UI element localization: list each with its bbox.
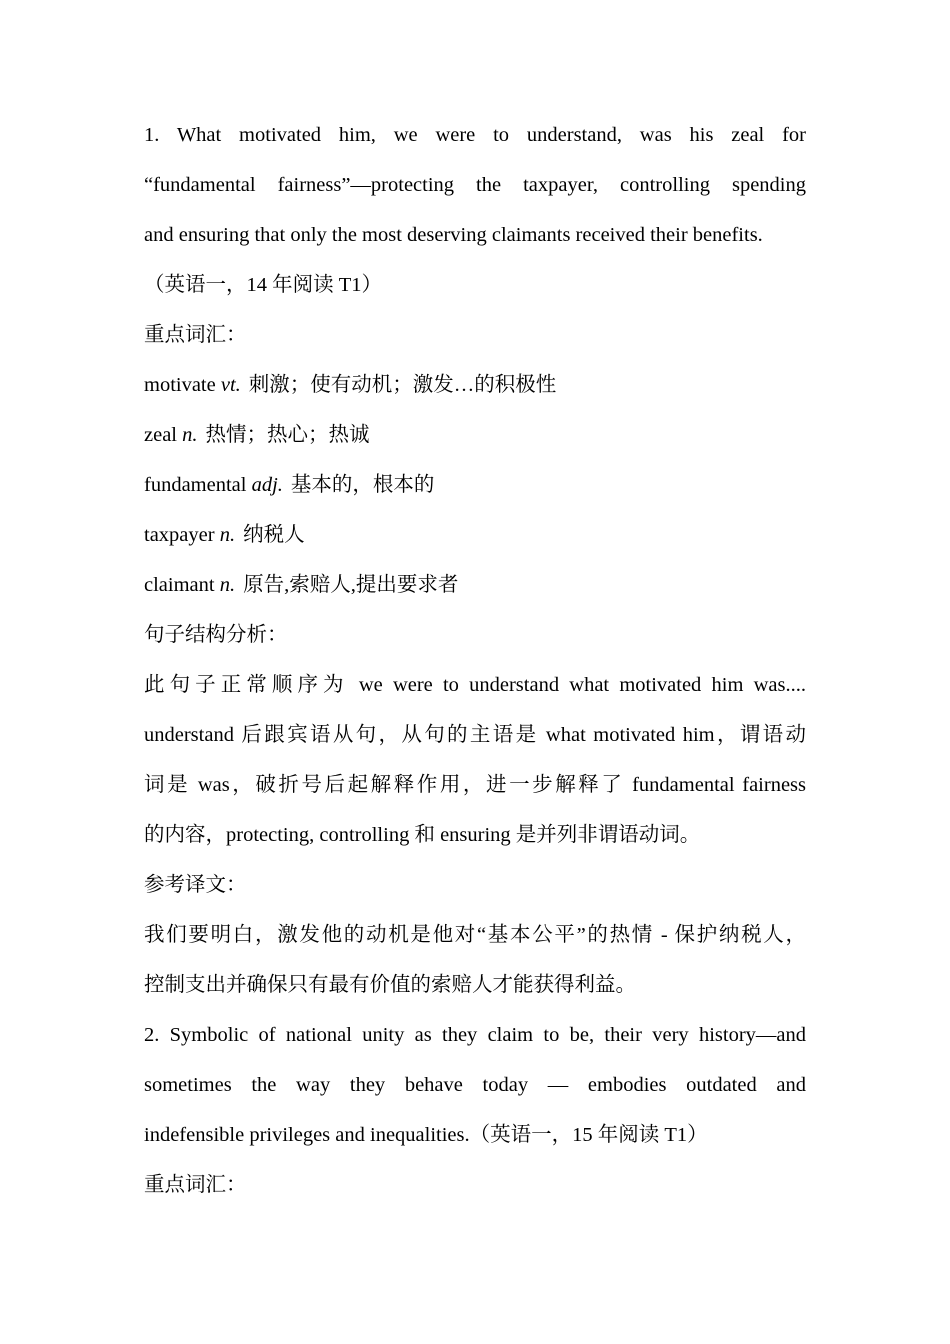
structure-line: 词是 was，破折号后起解释作用，进一步解释了 fundamental fairness: [144, 774, 806, 796]
translation-line: 控制支出并确保只有最有价值的索赔人才能获得利益。: [144, 974, 636, 996]
vocab-item: [144, 460, 806, 510]
vocab-word: motivate: [144, 374, 216, 396]
vocab-item: [144, 360, 806, 410]
structure-line: 的内容，protecting, controlling 和 ensuring 是并列非谓语动词。: [144, 824, 701, 846]
vocab-meaning: 热情；热心；热诚: [205, 424, 370, 446]
translation-line: 我们要明白，激发他的动机是他对“基本公平”的热情 - 保护纳税人，: [144, 924, 806, 946]
vocab-word: fundamental: [144, 474, 247, 496]
structure-heading: 句子结构分析：: [144, 624, 288, 646]
vocab-item: [144, 560, 806, 610]
vocab-meaning: 基本的，根本的: [290, 474, 435, 496]
vocab-word: zeal: [144, 424, 177, 446]
vocab-pos: n.: [219, 524, 236, 546]
sentence-1-source: （英语一，14 年阅读 T1）: [144, 274, 383, 296]
vocab-meaning: 刺激；使有动机；激发…的积极性: [248, 374, 557, 396]
vocab-item: [144, 510, 806, 560]
sentence-2-line-3: indefensible privileges and inequalities.（英语一，15 年阅读 T1）: [144, 1124, 708, 1146]
vocab-meaning: 原告,索赔人,提出要求者: [243, 574, 459, 596]
vocab-pos: n.: [219, 574, 236, 596]
vocab-meaning: 纳税人: [243, 524, 305, 546]
vocab-pos: adj.: [251, 474, 283, 496]
vocab-item: [144, 410, 806, 460]
sentence-1-line-3: and ensuring that only the most deserving claimants received their benefits.: [144, 224, 763, 246]
document-page: [144, 110, 806, 1210]
sentence-2-line-1: 2. Symbolic of national unity as they claim to be, their very history—and: [144, 1024, 806, 1046]
vocab-heading-1: 重点词汇：: [144, 324, 247, 346]
vocab-word: taxpayer: [144, 524, 215, 546]
sentence-1-line-2: “fundamental fairness”—protecting the taxpayer, controlling spending: [144, 174, 806, 196]
translation-heading: 参考译文：: [144, 874, 247, 896]
vocab-pos: n.: [182, 424, 198, 446]
vocab-word: claimant: [144, 574, 215, 596]
vocab-pos: vt.: [220, 374, 241, 396]
sentence-1-line-1: 1. What motivated him, we were to understand, was his zeal for: [144, 124, 806, 146]
sentence-2-line-2: sometimes the way they behave today — embodies outdated and: [144, 1074, 806, 1096]
structure-line: 此句子正常顺序为 we were to understand what motivated him was....: [144, 674, 806, 696]
vocab-heading-2: 重点词汇：: [144, 1174, 247, 1196]
structure-line: understand 后跟宾语从句，从句的主语是 what motivated him，谓语动: [144, 724, 806, 746]
